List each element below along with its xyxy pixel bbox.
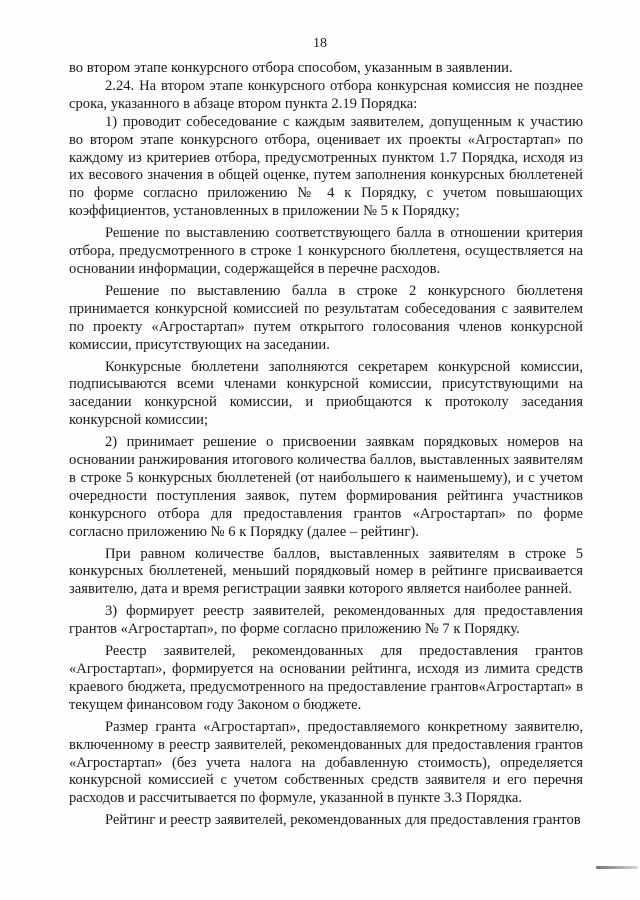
paragraph-criterion-row-1: Решение по выставлению соответствующего балла в отношении критерия отбора, предусмотренного в строке 1 конкурсного бюллетеня, осуществляется на основании информации, содержащейся в перечне расходов. [69,225,583,277]
paragraph-item-2: 2) принимает решение о присвоении заявкам порядковых номеров на основании ранжирования итогового количества баллов, выставленных заявителям в строке 5 конкурсных бюллетеней (от наибольшего к наименьшему), и с учетом очередности поступления заявок, путем формирования рейтинга участников конкурсного отбора для предоставления грантов «Агростартап» по форме согласно приложению № 6 к Порядку (далее – рейтинг). [69,434,583,540]
paragraph-item-1: 1) проводит собеседование с каждым заявителем, допущенным к участию во втором этапе конкурсного отбора, оценивает их проекты «Агростартап» по каждому из критериев отбора, предусмотренных пунктом 1.7 Порядка, исходя из их весового значения в общей оценке, путем заполнения конкурсных бюллетеней по форме согласно приложению № 4 к Порядку, с учетом повышающих коэффициентов, установленных в приложении № 5 к Порядку; [69,113,583,220]
paragraph-item-3: 3) формирует реестр заявителей, рекомендованных для предоставления грантов «Агростартап», по форме согласно приложению № 7 к Порядку. [69,603,583,638]
paragraph-equal-scores: При равном количестве баллов, выставленных заявителям в строке 5 конкурсных бюллетеней, меньший порядковый номер в рейтинге присваивается заявителю, дата и время регистрации заявки которого является наиболее ранней. [69,545,583,598]
document-body [69,60,583,830]
paragraph-ballots: Конкурсные бюллетени заполняются секретарем конкурсной комиссии, подписываются всеми членами конкурсной комиссии, присутствующими на заседании конкурсной комиссии, и приобщаются к протоколу заседания конкурсной комиссии; [69,358,583,429]
paragraph-rating-registry: Рейтинг и реестр заявителей, рекомендованных для предоставления грантов [105,812,581,829]
paragraph-continuation: во втором этапе конкурсного отбора способом, указанным в заявлении. [69,60,513,76]
paragraph-grant-size: Размер гранта «Агростартап», предоставляемого конкретному заявителю, включенному в реестр заявителей, рекомендованных для предоставления грантов «Агростартап» (без учета налога на добавленную стоимость), определяется конкурсной комиссией с учетом собственных средств заявителя и его перечня расходов и рассчитывается по формуле, указанной в пункте 3.3 Порядка. [69,718,583,807]
paragraph-2-24: 2.24. На втором этапе конкурсного отбора конкурсная комиссия не позднее срока, указанного в абзаце втором пункта 2.19 Порядка: [69,77,583,112]
page-number: 18 [313,36,327,51]
paragraph-criterion-row-2: Решение по выставлению балла в строке 2 конкурсного бюллетеня принимается конкурсной комиссией по результатам собеседования с заявителем по проекту «Агростартап» путем открытого голосования членов конкурсной комиссии, присутствующих на заседании. [69,282,583,353]
scan-artifact [596,866,638,869]
paragraph-registry: Реестр заявителей, рекомендованных для предоставления грантов «Агростартап», формируется на основании рейтинга, исходя из лимита средств краевого бюджета, предусмотренного на предоставление грантов«Агростартап» в текущем финансовом году Законом о бюджете. [69,643,583,713]
